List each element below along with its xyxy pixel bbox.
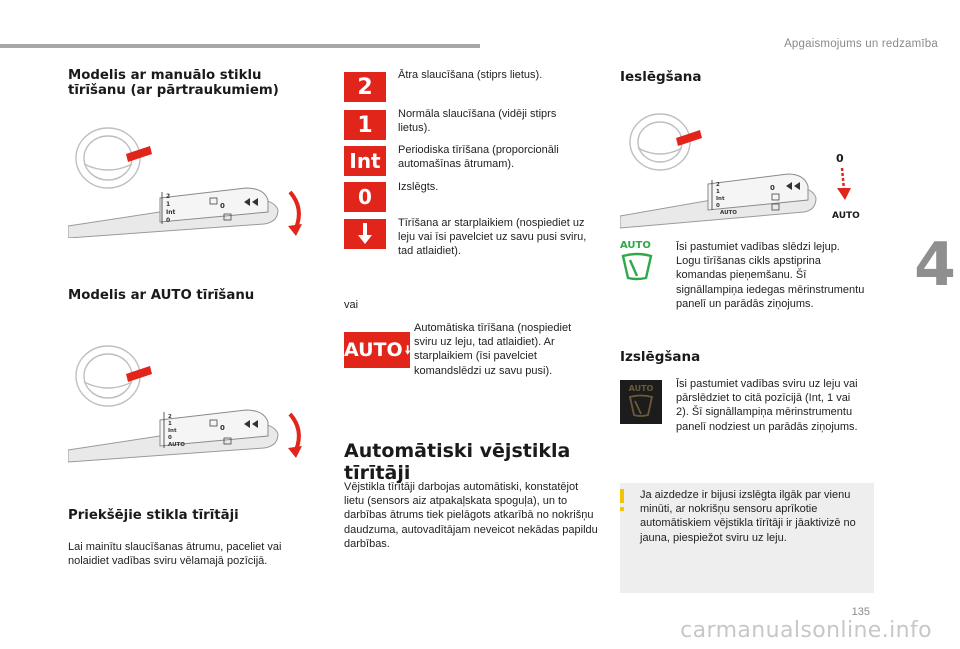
chapter-number: 4 bbox=[914, 230, 956, 300]
heading-switch-on: Ieslēgšana bbox=[620, 69, 702, 85]
windscreen-wiper-icon bbox=[620, 252, 654, 282]
windscreen-wiper-icon-off bbox=[620, 393, 662, 421]
stalk-label-auto: AUTO bbox=[168, 442, 185, 448]
badge-single-wipe bbox=[344, 219, 386, 249]
stalk-label-1: 1 bbox=[168, 421, 172, 427]
rotation-arrow-icon bbox=[290, 192, 299, 228]
switch-on-text: Īsi pastumiet vadības slēdzi lejup. Logu tīrīšanas cikls apstiprina komandas pieņemšanu. Šī signāllampiņa iedegas mērinstrumentu panelī un parādās ziņojums. bbox=[676, 241, 865, 310]
badge-auto-label: AUTO bbox=[344, 339, 403, 361]
stalk-label-int: Int bbox=[168, 428, 177, 434]
info-note bbox=[620, 483, 874, 593]
stalk-label-int: Int bbox=[166, 209, 176, 216]
stalk-label-int: Int bbox=[716, 196, 725, 202]
badge-off-0: 0 bbox=[344, 182, 386, 212]
speed-1-text: Normāla slaucīšana (vidēji stiprs lietus). bbox=[398, 108, 557, 135]
stalk-label-2: 2 bbox=[716, 182, 720, 188]
off-text: Izslēgts. bbox=[398, 181, 439, 193]
wiper-stalk-illustration-manual bbox=[68, 118, 318, 238]
chapter-tab bbox=[910, 225, 960, 305]
badge-speed-2: 2 bbox=[344, 72, 386, 102]
section-title: Apgaismojums un redzamība bbox=[784, 38, 938, 50]
wiper-stalk-illustration-on bbox=[620, 106, 860, 234]
stalk-label-1: 1 bbox=[166, 201, 171, 208]
callout-auto: AUTO bbox=[832, 211, 860, 221]
stalk-label-0: 0 bbox=[168, 435, 172, 441]
stalk-label-0: 0 bbox=[166, 217, 171, 224]
auto-wiper-lamp-green bbox=[620, 240, 660, 286]
stalk-label-2: 2 bbox=[166, 193, 171, 200]
auto-wipers-text: Vējstikla tīrītāji darbojas automātiski, konstatējot lietu (sensors aiz atpakaļskata spoguļa), un to darbības ātrums tiek pielāgots atkarībā no nokrišņu daudzuma, autovadītājam neveicot nekādas papildu darbības. bbox=[344, 481, 598, 550]
stalk-ring-0: 0 bbox=[220, 202, 225, 210]
stalk-label-auto: AUTO bbox=[720, 210, 737, 216]
stalk-ring-0: 0 bbox=[770, 184, 775, 192]
auto-text: Automātiska tīrīšana (nospiediet sviru uz leju, tad atlaidiet). Ar starplaikiem (īsi pavelciet komandslēdzi uz savu pusi). bbox=[414, 322, 572, 377]
push-down-arrow-icon bbox=[842, 168, 844, 190]
info-bar-icon bbox=[620, 489, 624, 503]
auto-wiper-lamp-off bbox=[620, 380, 662, 424]
speed-2-text: Ātra slaucīšana (stiprs lietus). bbox=[398, 69, 543, 81]
callout-0: 0 bbox=[836, 152, 844, 165]
info-note-text: Ja aizdedze ir bijusi izslēgta ilgāk par vienu minūti, ar nokrišņu sensoru aprīkotie automātiskiem vējstikla tīrītāji ir jāaktivizē no jauna, piespiežot sviru uz leju. bbox=[640, 489, 856, 544]
badge-speed-1: 1 bbox=[344, 110, 386, 140]
stalk-ring-0: 0 bbox=[220, 424, 225, 432]
int-text: Periodiska tīrīšana (proporcionāli automašīnas ātrumam). bbox=[398, 144, 559, 171]
down-arrow-icon bbox=[405, 342, 410, 358]
stalk-label-2: 2 bbox=[168, 414, 172, 420]
heading-manual-model: Modelis ar manuālo stiklu tīrīšanu (ar pārtraukumiem) bbox=[68, 68, 279, 98]
lamp-auto-label-off: AUTO bbox=[628, 384, 654, 393]
watermark: carmanualsonline.info bbox=[680, 618, 932, 643]
page-number: 135 bbox=[851, 606, 870, 618]
down-arrow-icon bbox=[357, 223, 373, 245]
badge-int: Int bbox=[344, 146, 386, 176]
stalk-label-1: 1 bbox=[716, 189, 720, 195]
badge-auto bbox=[344, 332, 410, 368]
lamp-auto-label: AUTO bbox=[620, 240, 651, 251]
stalk-label-0: 0 bbox=[716, 203, 720, 209]
switch-off-text: Īsi pastumiet vadības sviru uz leju vai pārslēdziet to citā pozīcijā (Int, 1 vai 2). Šī signāllampiņa mērinstrumentu panelī nodziest un parādās ziņojums. bbox=[676, 378, 858, 433]
heading-front-wipers: Priekšējie stikla tīrītāji bbox=[68, 508, 239, 523]
front-wipers-text: Lai mainītu slaucīšanas ātrumu, paceliet vai nolaidiet vadības sviru vēlamajā pozīcijā. bbox=[68, 541, 282, 568]
wiper-stalk-illustration-auto bbox=[68, 340, 318, 465]
single-wipe-text: Tīrīšana ar starplaikiem (nospiediet uz leju vai īsi pavelciet uz savu pusi sviru, tad atlaidiet). bbox=[398, 217, 587, 258]
header-rule bbox=[0, 44, 480, 48]
or-text: vai bbox=[344, 299, 359, 311]
heading-auto-wipers: Automātiski vējstikla tīrītāji bbox=[344, 440, 571, 484]
heading-switch-off: Izslēgšana bbox=[620, 349, 701, 365]
heading-auto-model: Modelis ar AUTO tīrīšanu bbox=[68, 288, 255, 303]
rotation-arrow-icon bbox=[290, 414, 299, 450]
